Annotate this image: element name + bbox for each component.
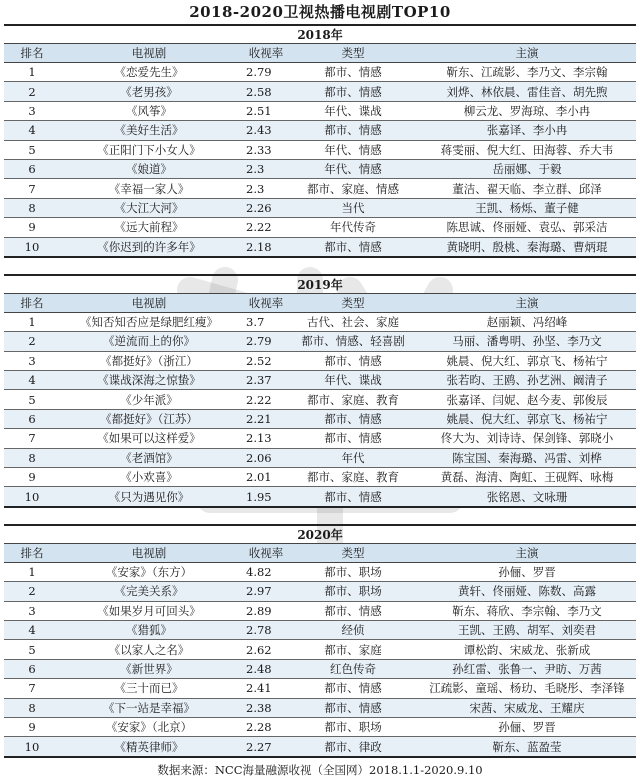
rating-cell: 2.78 [238, 620, 288, 639]
genre-cell: 都市、律政 [288, 737, 418, 757]
rating-cell: 2.3 [238, 179, 288, 198]
year-row [4, 25, 636, 44]
rank-cell: 3 [4, 351, 60, 370]
genre-cell: 年代 [288, 448, 418, 467]
table-row [4, 717, 636, 736]
rank-cell: 1 [4, 562, 60, 581]
rating-cell: 2.37 [238, 371, 288, 390]
rating-cell: 2.21 [238, 409, 288, 428]
cast-cell: 马丽、潘粤明、孙坚、李乃文 [418, 332, 636, 351]
genre-cell: 都市、职场 [288, 562, 418, 581]
table-row [4, 409, 636, 428]
genre-cell: 都市、职场 [288, 582, 418, 601]
rank-cell: 9 [4, 218, 60, 237]
drama-title-cell: 《都挺好》（浙江） [60, 351, 238, 370]
cast-cell: 姚晨、倪大红、郭京飞、杨祐宁 [418, 409, 636, 428]
table-row [4, 487, 636, 507]
rating-cell: 2.58 [238, 82, 288, 101]
table-row [4, 101, 636, 120]
table-row [4, 582, 636, 601]
rank-cell: 3 [4, 101, 60, 120]
drama-title-cell: 《少年派》 [60, 390, 238, 409]
cast-cell: 陈宝国、秦海璐、冯雷、刘桦 [418, 448, 636, 467]
year-row [4, 525, 636, 544]
drama-title-cell: 《谍战深海之惊蛰》 [60, 371, 238, 390]
rating-cell: 2.28 [238, 717, 288, 736]
rank-cell: 6 [4, 409, 60, 428]
genre-cell: 年代、谍战 [288, 371, 418, 390]
rating-cell: 2.33 [238, 140, 288, 159]
rank-cell: 4 [4, 371, 60, 390]
drama-title-cell: 《下一站是幸福》 [60, 698, 238, 717]
cast-cell: 谭松韵、宋威龙、张新成 [418, 640, 636, 659]
genre-cell: 古代、社会、家庭 [288, 312, 418, 331]
rating-cell: 2.51 [238, 101, 288, 120]
cast-cell: 张铭恩、文咏珊 [418, 487, 636, 507]
cast-cell: 岳丽娜、于毅 [418, 159, 636, 178]
table-row [4, 159, 636, 178]
rating-cell: 3.7 [238, 312, 288, 331]
rank-cell: 8 [4, 198, 60, 217]
drama-title-cell: 《三十而已》 [60, 679, 238, 698]
genre-cell: 都市、情感 [288, 487, 418, 507]
drama-header: 电视剧 [60, 293, 238, 312]
genre-cell: 年代、情感 [288, 140, 418, 159]
rank-cell: 6 [4, 659, 60, 678]
cast-cell: 靳东、蒋欣、李宗翰、李乃文 [418, 601, 636, 620]
rank-cell: 5 [4, 640, 60, 659]
cast-cell: 王凯、杨烁、董子健 [418, 198, 636, 217]
drama-title-cell: 《都挺好》（江苏） [60, 409, 238, 428]
rating-cell: 2.22 [238, 390, 288, 409]
cast-cell: 江疏影、童瑶、杨玏、毛晓彤、李泽锋 [418, 679, 636, 698]
rating-cell: 2.18 [238, 237, 288, 257]
rating-cell: 2.22 [238, 218, 288, 237]
genre-cell: 红色传奇 [288, 659, 418, 678]
cast-cell: 黄晓明、殷桃、秦海璐、曹炳琨 [418, 237, 636, 257]
rank-cell: 4 [4, 620, 60, 639]
drama-title-cell: 《老酒馆》 [60, 448, 238, 467]
rank-cell: 9 [4, 468, 60, 487]
genre-cell: 当代 [288, 198, 418, 217]
drama-title-cell: 《新世界》 [60, 659, 238, 678]
genre-cell: 都市、家庭、教育 [288, 468, 418, 487]
cast-cell: 佟大为、刘诗诗、保剑锋、郭晓小 [418, 429, 636, 448]
ratings-tables [0, 24, 640, 758]
rating-cell: 2.79 [238, 63, 288, 82]
table-row [4, 198, 636, 217]
cast-cell: 孙红雷、张鲁一、尹昉、万茜 [418, 659, 636, 678]
table-row [4, 218, 636, 237]
table-row [4, 737, 636, 757]
rating-cell: 2.01 [238, 468, 288, 487]
genre-cell: 都市、情感 [288, 63, 418, 82]
cast-cell: 靳东、蓝盈莹 [418, 737, 636, 757]
table-header-row [4, 44, 636, 63]
table-row [4, 679, 636, 698]
rating-cell: 2.13 [238, 429, 288, 448]
table-header-row [4, 543, 636, 562]
rating-cell: 2.89 [238, 601, 288, 620]
year-heading: 2020年 [4, 525, 636, 544]
cast-cell: 姚晨、倪大红、郭京飞、杨祐宁 [418, 351, 636, 370]
rank-cell: 1 [4, 312, 60, 331]
genre-cell: 都市、家庭、教育 [288, 390, 418, 409]
genre-cell: 都市、职场 [288, 717, 418, 736]
cast-cell: 张嘉译、闫妮、赵今麦、郭俊辰 [418, 390, 636, 409]
table-row [4, 371, 636, 390]
rating-cell: 2.38 [238, 698, 288, 717]
drama-title-cell: 《如果可以这样爱》 [60, 429, 238, 448]
drama-title-cell: 《娘道》 [60, 159, 238, 178]
table-row [4, 312, 636, 331]
genre-cell: 都市、情感 [288, 237, 418, 257]
cast-cell: 孙俪、罗晋 [418, 717, 636, 736]
rank-cell: 10 [4, 237, 60, 257]
rank-cell: 10 [4, 737, 60, 757]
drama-title-cell: 《小欢喜》 [60, 468, 238, 487]
drama-title-cell: 《安家》（北京） [60, 717, 238, 736]
drama-title-cell: 《逆流而上的你》 [60, 332, 238, 351]
rank-cell: 7 [4, 679, 60, 698]
rank-cell: 9 [4, 717, 60, 736]
table-row [4, 63, 636, 82]
rating-cell: 2.26 [238, 198, 288, 217]
rating-cell: 2.43 [238, 121, 288, 140]
table-header-row [4, 293, 636, 312]
genre-cell: 年代传奇 [288, 218, 418, 237]
drama-title-cell: 《大江大河》 [60, 198, 238, 217]
rating-cell: 2.62 [238, 640, 288, 659]
table-row [4, 237, 636, 257]
rank-header: 排名 [4, 543, 60, 562]
rank-cell: 2 [4, 582, 60, 601]
table-row [4, 429, 636, 448]
table-row [4, 390, 636, 409]
table-row [4, 332, 636, 351]
cast-cell: 孙俪、罗晋 [418, 562, 636, 581]
table-row [4, 82, 636, 101]
genre-header: 类型 [288, 543, 418, 562]
rating-cell: 1.95 [238, 487, 288, 507]
rank-cell: 6 [4, 159, 60, 178]
genre-header: 类型 [288, 44, 418, 63]
table-row [4, 659, 636, 678]
genre-cell: 都市、情感 [288, 351, 418, 370]
ratings-table-2 [4, 524, 636, 758]
cast-cell: 靳东、江疏影、李乃文、李宗翰 [418, 63, 636, 82]
table-row [4, 468, 636, 487]
rating-header: 收视率 [238, 44, 288, 63]
rank-cell: 4 [4, 121, 60, 140]
genre-cell: 都市、情感 [288, 601, 418, 620]
rating-cell: 2.48 [238, 659, 288, 678]
cast-header: 主演 [418, 44, 636, 63]
drama-title-cell: 《正阳门下小女人》 [60, 140, 238, 159]
genre-header: 类型 [288, 293, 418, 312]
drama-title-cell: 《以家人之名》 [60, 640, 238, 659]
drama-title-cell: 《风筝》 [60, 101, 238, 120]
table-row [4, 620, 636, 639]
year-row [4, 275, 636, 294]
ratings-table-0 [4, 24, 636, 258]
drama-title-cell: 《你迟到的许多年》 [60, 237, 238, 257]
rank-cell: 7 [4, 179, 60, 198]
rank-cell: 5 [4, 140, 60, 159]
drama-title-cell: 《精英律师》 [60, 737, 238, 757]
rating-cell: 2.41 [238, 679, 288, 698]
rank-header: 排名 [4, 44, 60, 63]
genre-cell: 都市、家庭、情感 [288, 179, 418, 198]
rating-cell: 2.79 [238, 332, 288, 351]
genre-cell: 经侦 [288, 620, 418, 639]
genre-cell: 都市、家庭 [288, 640, 418, 659]
genre-cell: 都市、情感 [288, 679, 418, 698]
cast-cell: 张嘉译、李小冉 [418, 121, 636, 140]
table-row [4, 640, 636, 659]
rating-cell: 2.97 [238, 582, 288, 601]
rating-cell: 4.82 [238, 562, 288, 581]
rating-header: 收视率 [238, 293, 288, 312]
cast-header: 主演 [418, 293, 636, 312]
drama-title-cell: 《安家》（东方） [60, 562, 238, 581]
cast-cell: 黄磊、海清、陶虹、王砚辉、咏梅 [418, 468, 636, 487]
rank-cell: 8 [4, 698, 60, 717]
drama-title-cell: 《如果岁月可回头》 [60, 601, 238, 620]
rank-cell: 3 [4, 601, 60, 620]
genre-cell: 都市、情感 [288, 698, 418, 717]
section-gap [0, 508, 640, 524]
table-row [4, 351, 636, 370]
drama-title-cell: 《恋爱先生》 [60, 63, 238, 82]
genre-cell: 都市、情感 [288, 121, 418, 140]
rank-cell: 5 [4, 390, 60, 409]
table-row [4, 121, 636, 140]
genre-cell: 年代、谍战 [288, 101, 418, 120]
rating-cell: 2.27 [238, 737, 288, 757]
drama-title-cell: 《只为遇见你》 [60, 487, 238, 507]
rating-cell: 2.52 [238, 351, 288, 370]
rating-header: 收视率 [238, 543, 288, 562]
cast-cell: 宋茜、宋威龙、王耀庆 [418, 698, 636, 717]
table-row [4, 179, 636, 198]
genre-cell: 都市、情感 [288, 409, 418, 428]
cast-cell: 柳云龙、罗海琼、李小冉 [418, 101, 636, 120]
rating-cell: 2.3 [238, 159, 288, 178]
cast-cell: 刘烨、林依晨、雷佳音、胡先煦 [418, 82, 636, 101]
cast-header: 主演 [418, 543, 636, 562]
rank-cell: 2 [4, 82, 60, 101]
drama-title-cell: 《远大前程》 [60, 218, 238, 237]
genre-cell: 都市、情感 [288, 82, 418, 101]
drama-title-cell: 《完美关系》 [60, 582, 238, 601]
cast-cell: 王凯、王鸥、胡军、刘奕君 [418, 620, 636, 639]
ratings-table-1 [4, 274, 636, 508]
cast-cell: 赵丽颖、冯绍峰 [418, 312, 636, 331]
table-row [4, 698, 636, 717]
table-row [4, 562, 636, 581]
section-gap [0, 258, 640, 274]
cast-cell: 陈思诚、佟丽娅、袁弘、郭采洁 [418, 218, 636, 237]
genre-cell: 都市、情感、轻喜剧 [288, 332, 418, 351]
rank-cell: 8 [4, 448, 60, 467]
cast-cell: 张若昀、王鸥、孙艺洲、阚清子 [418, 371, 636, 390]
cast-cell: 黄轩、佟丽娅、陈数、高露 [418, 582, 636, 601]
drama-header: 电视剧 [60, 44, 238, 63]
rank-cell: 7 [4, 429, 60, 448]
rank-cell: 1 [4, 63, 60, 82]
table-row [4, 140, 636, 159]
drama-title-cell: 《美好生活》 [60, 121, 238, 140]
rank-header: 排名 [4, 293, 60, 312]
genre-cell: 年代、情感 [288, 159, 418, 178]
year-heading: 2019年 [4, 275, 636, 294]
cast-cell: 蒋雯丽、倪大红、田海蓉、乔大韦 [418, 140, 636, 159]
rank-cell: 10 [4, 487, 60, 507]
year-heading: 2018年 [4, 25, 636, 44]
drama-title-cell: 《知否知否应是绿肥红瘦》 [60, 312, 238, 331]
cast-cell: 董洁、翟天临、李立群、邱泽 [418, 179, 636, 198]
drama-title-cell: 《老男孩》 [60, 82, 238, 101]
rank-cell: 2 [4, 332, 60, 351]
genre-cell: 都市、情感 [288, 429, 418, 448]
drama-title-cell: 《幸福一家人》 [60, 179, 238, 198]
table-row [4, 448, 636, 467]
drama-title-cell: 《猎狐》 [60, 620, 238, 639]
drama-header: 电视剧 [60, 543, 238, 562]
table-row [4, 601, 636, 620]
rating-cell: 2.06 [238, 448, 288, 467]
page-title: 2018-2020卫视热播电视剧TOP10 [189, 3, 451, 21]
data-source-note: 数据来源：NCC海量融源收视（全国网）2018.1.1-2020.9.10 [157, 762, 483, 777]
